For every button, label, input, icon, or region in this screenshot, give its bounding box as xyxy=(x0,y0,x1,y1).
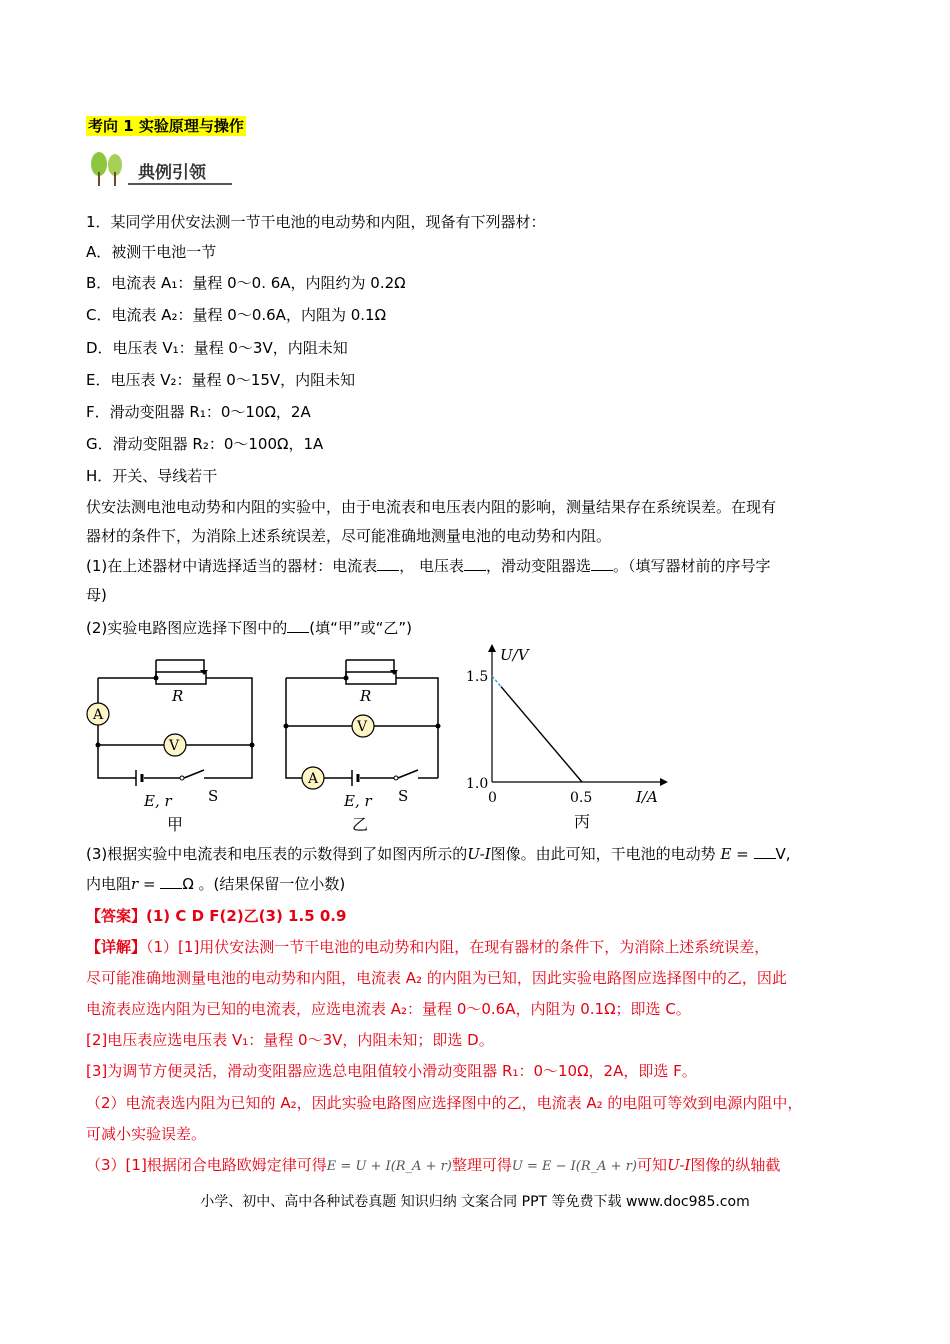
voltmeter-label: V xyxy=(169,738,180,754)
detail-line8: （3）[1]根据闭合电路欧姆定律可得E = U + I(R_A + r)整理可得U = E − I(R_A + r)可知U-I图像的纵轴截 xyxy=(86,1156,781,1174)
figure-caption: 丙 xyxy=(574,812,591,831)
banner-label: 典例引领 xyxy=(138,163,206,183)
blank xyxy=(754,844,776,859)
formula: U = E − I(R_A + r) xyxy=(511,1159,637,1174)
para1-line1: 伏安法测电池电动势和内阻的实验中，由于电流表和电压表内阻的影响，测量结果存在系统误差。在现有 xyxy=(86,498,777,516)
detail-line1: 【详解】（1）[1]用伏安法测一节干电池的电动势和内阻，在现有器材的条件下，为消除上述系统误差， xyxy=(86,938,770,956)
section-heading: 考向 1 实验原理与操作 xyxy=(88,117,244,135)
item-b: B．电流表 A₁：量程 0～0. 6A，内阻约为 0.2Ω xyxy=(86,274,406,292)
question-3-line1: (3)根据实验中电流表和电压表的示数得到了如图丙所示的U-I图像。由此可知，干电池的电动势 E = V, xyxy=(86,845,791,863)
rheostat-label: R xyxy=(360,687,372,705)
detail-line3: 电流表应选内阻为已知的电流表，应选电流表 A₂：量程 0～0.6A，内阻为 0.1Ω；即选 C。 xyxy=(86,1000,691,1018)
blank xyxy=(160,874,182,889)
page-footer: 小学、初中、高中各种试卷真题 知识归纳 文案合同 PPT 等免费下载 www.doc985.com xyxy=(200,1194,750,1210)
item-a: A．被测干电池一节 xyxy=(86,243,217,261)
detail-line4: [2]电压表应选电压表 V₁：量程 0～3V，内阻未知；即选 D。 xyxy=(86,1031,494,1049)
switch-label: S xyxy=(208,787,219,805)
item-d: D．电压表 V₁：量程 0～3V，内阻未知 xyxy=(86,339,348,357)
answer-line: 【答案】(1) C D F(2)乙(3) 1.5 0.9 xyxy=(86,907,347,925)
ammeter-label: A xyxy=(308,771,319,787)
item-c: C．电流表 A₂：量程 0～0.6A，内阻为 0.1Ω xyxy=(86,306,387,324)
question-1: (1)在上述器材中请选择适当的器材：电流表 ， 电压表 ，滑动变阻器选 。（填写器材前的序号字 xyxy=(86,557,771,575)
detail-line6: （2）电流表选内阻为已知的 A₂，因此实验电路图应选择图中的乙，电流表 A₂ 的电阻可等效到电源内阻中， xyxy=(86,1094,803,1112)
rheostat-label: R xyxy=(172,687,184,705)
voltmeter-label: V xyxy=(357,719,368,735)
emf-label: E, r xyxy=(344,792,372,810)
y-tick-label: 1.0 xyxy=(466,776,489,792)
x-axis-arrow xyxy=(660,778,668,786)
circuit-yi xyxy=(274,648,454,834)
x-tick-label: 0 xyxy=(488,790,497,806)
ammeter-label: A xyxy=(93,707,104,723)
para1-line2: 器材的条件下，为消除上述系统误差，尽可能准确地测量电池的电动势和内阻。 xyxy=(86,527,612,545)
banner-underline xyxy=(128,183,232,185)
switch-label: S xyxy=(398,787,409,805)
blank xyxy=(591,556,613,571)
detail-line7: 可减小实验误差。 xyxy=(86,1125,207,1143)
item-h: H．开关、导线若干 xyxy=(86,467,218,485)
detail-line2: 尽可能准确地测量电池的电动势和内阻，电流表 A₂ 的内阻为已知，因此实验电路图应选择图中的乙，因此 xyxy=(86,969,787,987)
ui-chart xyxy=(462,640,672,834)
item-e: E．电压表 V₂：量程 0～15V，内阻未知 xyxy=(86,371,356,389)
question-2: (2)实验电路图应选择下图中的 (填“甲”或“乙”) xyxy=(86,619,413,637)
data-line xyxy=(501,687,582,782)
x-axis-label: I/A xyxy=(636,788,658,806)
item-f: F．滑动变阻器 R₁：0～10Ω，2A xyxy=(86,403,311,421)
x-tick-label: 0.5 xyxy=(570,790,593,806)
extrapolated-line xyxy=(492,676,501,687)
figure-caption: 甲 xyxy=(167,815,184,834)
y-tick-label: 1.5 xyxy=(466,669,489,685)
blank xyxy=(464,556,486,571)
formula: E = U + I(R_A + r) xyxy=(326,1159,452,1174)
tree-icon xyxy=(88,150,128,188)
emf-label: E, r xyxy=(144,792,172,810)
question-intro: 1．某同学用伏安法测一节干电池的电动势和内阻，现备有下列器材： xyxy=(86,213,546,231)
example-banner xyxy=(88,150,233,188)
circuit-jia xyxy=(84,648,264,834)
question-1-line2: 母) xyxy=(86,586,107,604)
y-axis-arrow xyxy=(488,644,496,652)
y-axis-label: U/V xyxy=(500,646,529,664)
blank xyxy=(377,556,399,571)
blank xyxy=(287,618,309,633)
figure-caption: 乙 xyxy=(352,815,369,834)
question-3-line2: 内电阻r = Ω 。(结果保留一位小数) xyxy=(86,875,346,893)
detail-line5: [3]为调节方便灵活，滑动变阻器应选总电阻值较小滑动变阻器 R₁：0～10Ω，2A，即选 F。 xyxy=(86,1062,697,1080)
item-g: G．滑动变阻器 R₂：0～100Ω，1A xyxy=(86,435,324,453)
